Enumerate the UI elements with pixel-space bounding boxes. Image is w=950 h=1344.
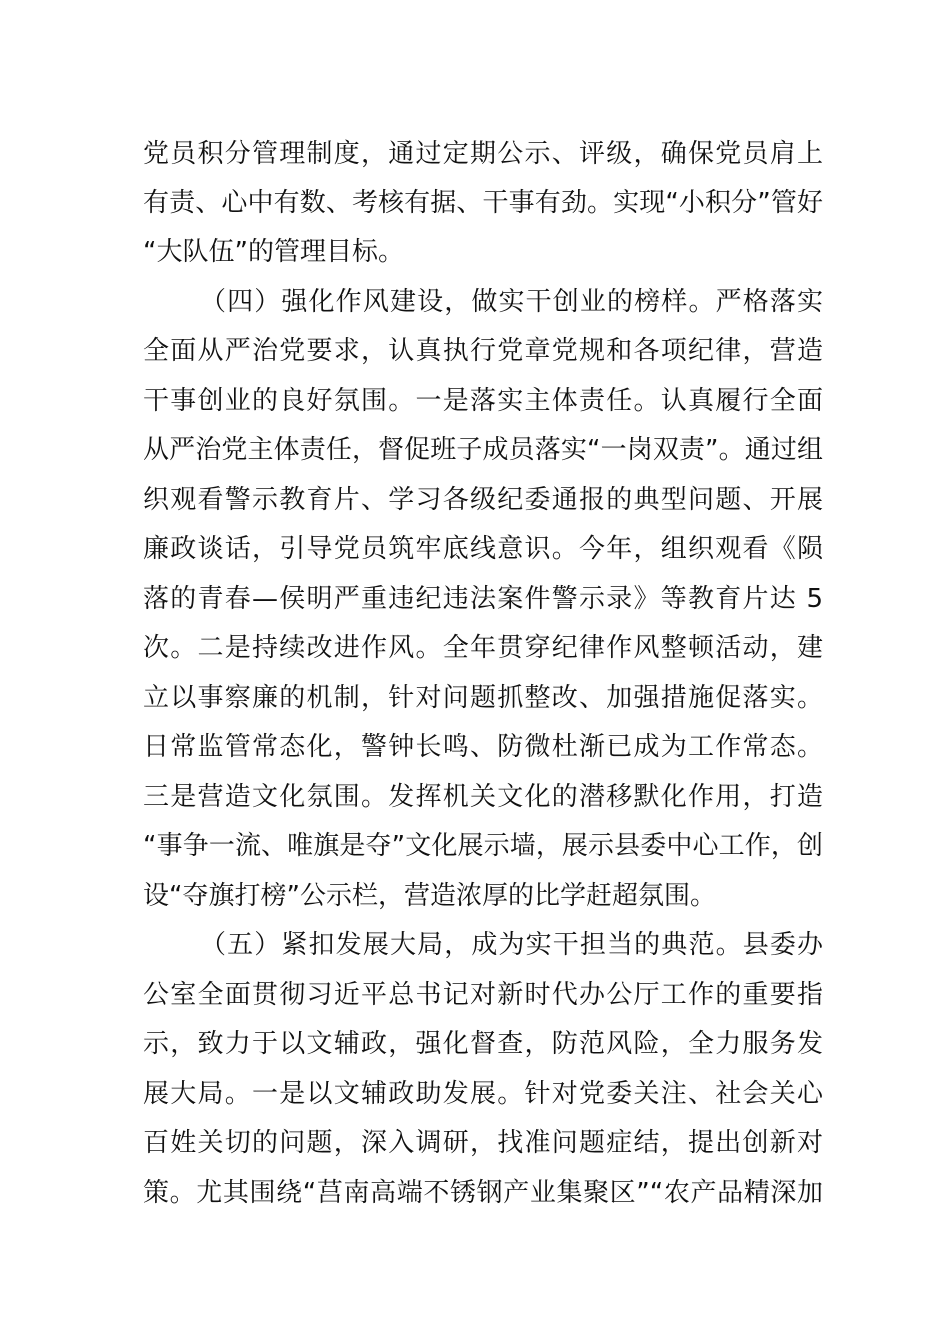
body-text-line: 公室全面贯彻习近平总书记对新时代办公厅工作的重要指 <box>143 980 823 1010</box>
body-text-line: 落的青春—侯明严重违纪违法案件警示录》等教育片达 5 <box>143 584 823 614</box>
body-text-line: 廉政谈话，引导党员筑牢底线意识。今年，组织观看《陨 <box>143 534 823 564</box>
body-text-line: 有责、心中有数、考核有据、干事有劲。实现“小积分”管好 <box>143 188 823 218</box>
body-text-line: 策。尤其围绕“莒南高端不锈钢产业集聚区”“农产品精深加 <box>143 1178 823 1208</box>
body-text-line: 次。二是持续改进作风。全年贯穿纪律作风整顿活动，建 <box>143 633 823 663</box>
body-text-line: 设“夺旗打榜”公示栏，营造浓厚的比学赶超氛围。 <box>143 881 716 911</box>
body-text-line: 从严治党主体责任，督促班子成员落实“一岗双责”。通过组 <box>143 435 823 465</box>
body-text-line: 展大局。一是以文辅政助发展。针对党委关注、社会关心 <box>143 1079 823 1109</box>
section-heading-line: （四）强化作风建设，做实干创业的榜样。严格落实 <box>200 287 823 317</box>
body-text-line: 织观看警示教育片、学习各级纪委通报的典型问题、开展 <box>143 485 823 515</box>
body-text-line: 三是营造文化氛围。发挥机关文化的潜移默化作用，打造 <box>143 782 823 812</box>
section-heading-line: （五）紧扣发展大局，成为实干担当的典范。县委办 <box>200 930 823 960</box>
body-text-line: 日常监管常态化，警钟长鸣、防微杜渐已成为工作常态。 <box>143 732 823 762</box>
body-text-line: 示，致力于以文辅政，强化督查，防范风险，全力服务发 <box>143 1029 823 1059</box>
body-text-line: 干事创业的良好氛围。一是落实主体责任。认真履行全面 <box>143 386 823 416</box>
body-text-line: “事争一流、唯旗是夺”文化展示墙，展示县委中心工作，创 <box>143 831 823 861</box>
body-text-line: 立以事察廉的机制，针对问题抓整改、加强措施促落实。 <box>143 683 823 713</box>
body-text-line: 百姓关切的问题，深入调研，找准问题症结，提出创新对 <box>143 1128 823 1158</box>
body-text-line: “大队伍”的管理目标。 <box>143 237 404 267</box>
body-text-line: 党员积分管理制度，通过定期公示、评级，确保党员肩上 <box>143 139 823 169</box>
body-text-line: 全面从严治党要求，认真执行党章党规和各项纪律，营造 <box>143 336 823 366</box>
